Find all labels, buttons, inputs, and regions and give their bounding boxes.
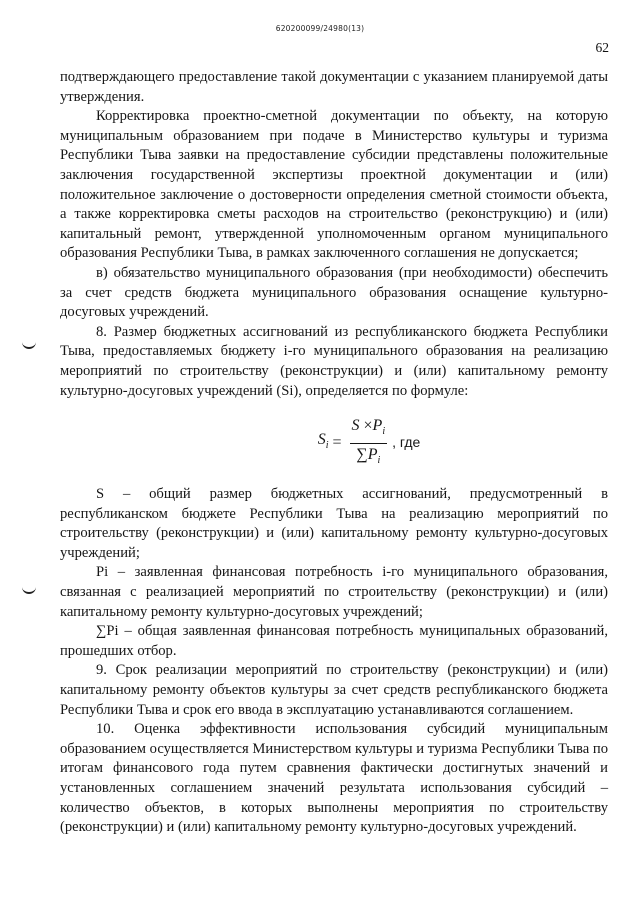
page-number: 62	[595, 40, 609, 55]
document-body	[60, 68, 608, 838]
paragraph-correction-ban: Корректировка проектно-сметной документации по объекту, на которую муниципальным образованием при подаче в Министерство культуры и туризма Республики Тыва заявки на предоставление субсидии представлены положительные заключения государственной экспертизы проектной документации и (или) положительное заключение о достоверности определения сметной стоимости объекта, а также корректировка сметы расходов на строительство (реконструкцию) и (или) капитальный ремонт, утвержденной уполномоченным органом муниципального образования Республики Тыва, в рамках заключенного соглашения не допускается;	[60, 108, 608, 262]
paragraph-item-8: 8. Размер бюджетных ассигнований из республиканского бюджета Республики Тыва, предоставляемых бюджету i-го муниципального образования на реализацию мероприятий по строительству (реконструкции) и (или) капитальному ремонту культурно-досуговых учреждений (Si), определяется по формуле:	[60, 323, 608, 399]
margin-bracket-mark	[22, 584, 36, 594]
allocation-formula	[60, 401, 608, 485]
paragraph-continuation: подтверждающего предоставление такой документации с указанием планируемой даты утверждения.	[60, 69, 608, 105]
paragraph-def-sum-pi: ∑Pi – общая заявленная финансовая потребность муниципальных образований, прошедших отбор.	[60, 623, 608, 659]
document-code: 620200099/24980(13)	[275, 24, 365, 33]
paragraph-item-9: 9. Срок реализации мероприятий по строительству (реконструкции) и (или) капитальному ремонту объектов культуры за счет средств республиканского бюджета Республики Тыва и срок его ввода в эксплуатацию устанавливаются соглашением.	[60, 662, 608, 718]
formula-equals: =	[332, 434, 342, 452]
margin-bracket-mark	[22, 339, 36, 349]
paragraph-def-pi: Pi – заявленная финансовая потребность i-го муниципального образования, связанная с реализацией мероприятий по строительству (реконструкции) и (или) капитальному ремонту культурно-досуговых учреждений;	[60, 564, 608, 620]
paragraph-def-s: S – общий размер бюджетных ассигнований, предусмотренный в республиканском бюджете Республики Тыва на реализацию мероприятий по строительству (реконструкции) и (или) капитальному ремонту культурно-досуговых учреждений;	[60, 486, 608, 561]
formula-fraction	[350, 416, 388, 471]
formula-suffix: , где	[392, 434, 421, 451]
formula-numerator: $S \times P_i$	[351, 416, 386, 437]
formula-denominator: $\sum P_i$	[356, 445, 381, 466]
paragraph-item-v: в) обязательство муниципального образования (при необходимости) обеспечить за счет средств бюджета муниципального образования оснащение культурно-досуговых учреждений.	[60, 264, 608, 321]
paragraph-item-10: 10. Оценка эффективности использования субсидий муниципальным образованием осуществляется Министерством культуры и туризма Республики Тыва по итогам финансового года путем сравнения фактически достигнутых значений и установленных соглашением значений результата использования субсидий – количество объектов, в которых выполнены мероприятия по строительству (реконструкции) и (или) капитальному ремонту культурно-досуговых учреждений.	[60, 721, 608, 836]
formula-lhs: $S_i$	[317, 431, 329, 452]
